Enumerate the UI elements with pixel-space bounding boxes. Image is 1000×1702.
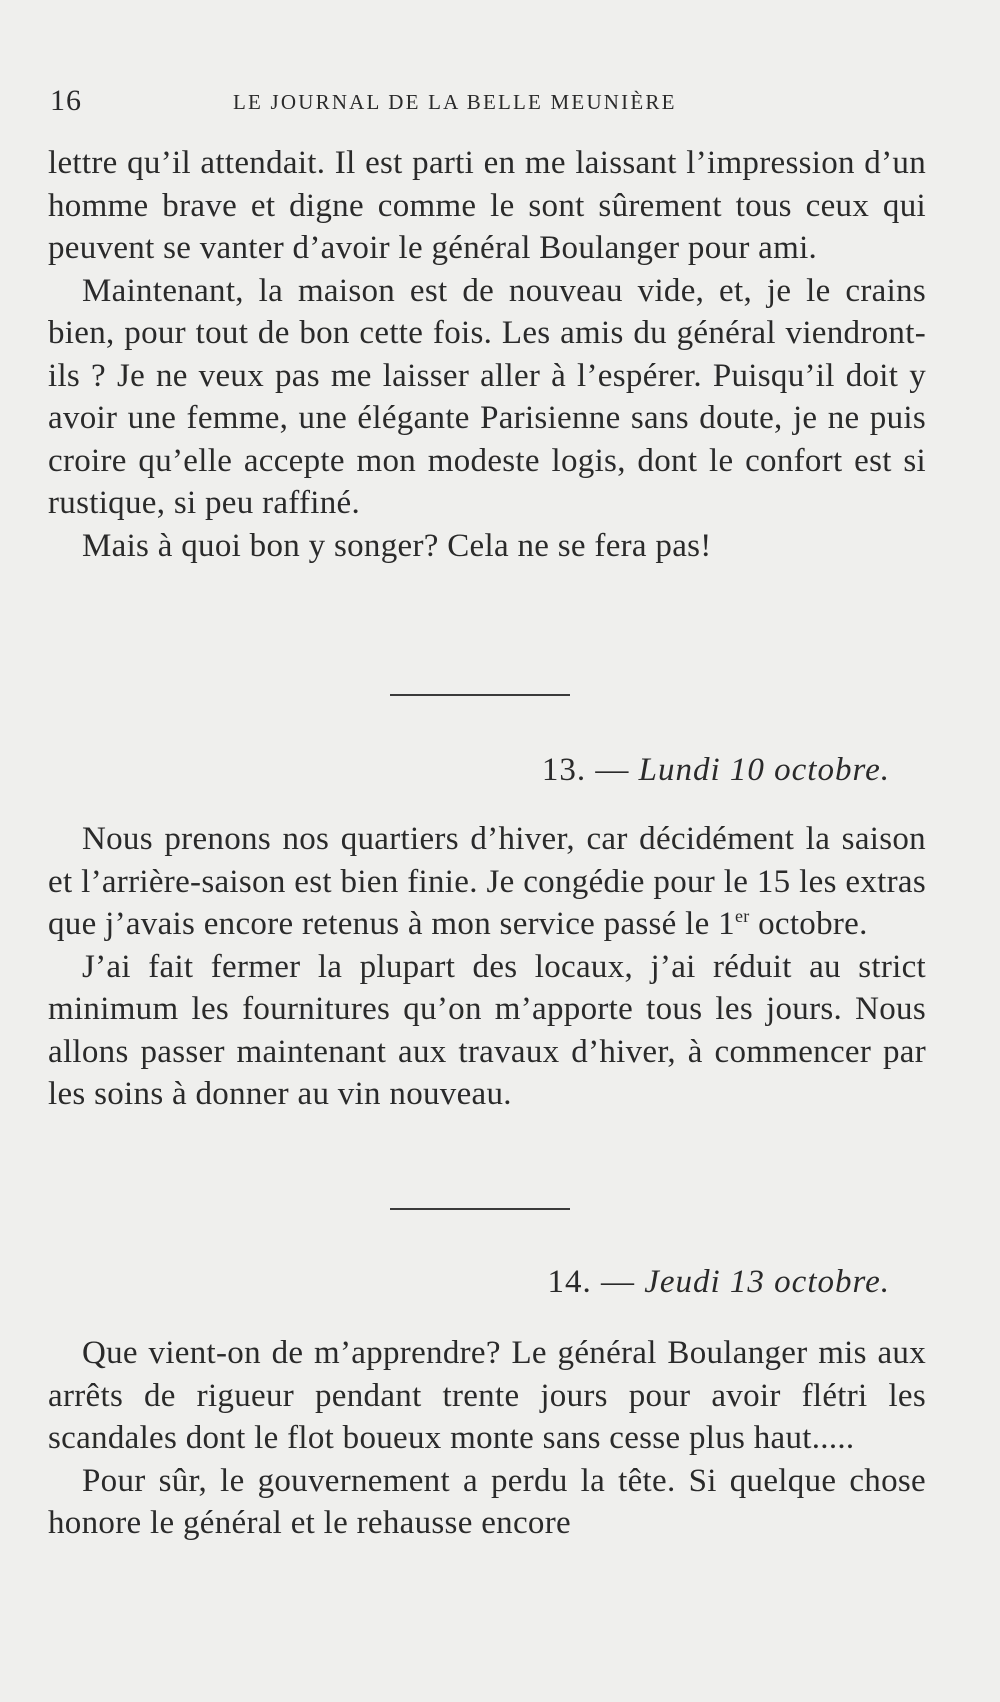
paragraph-quartiers-end: octobre.	[749, 906, 868, 942]
entry-13-text	[48, 818, 926, 1116]
paragraph-quartiers	[48, 818, 926, 946]
paragraph-fermer: J’ai fait fermer la plupart des locaux, j’ai réduit au strict minimum les fournitures qu’on m’apporte tous les jours. Nous allons passer maintenant aux travaux d’hiver, à commencer par les soins à donner au vin nouveau.	[48, 948, 926, 1112]
paragraph-mais: Mais à quoi bon y songer? Cela ne se fera pas!	[82, 527, 712, 564]
entry-heading-13	[542, 752, 890, 789]
paragraph-maintenant: Maintenant, la maison est de nouveau vide, et, je le crains bien, pour tout de bon cette fois. Les amis du général viendront-ils ? Je ne veux pas me laisser aller à l’espérer. Puisqu’il doit y avoir une femme, une élégante Parisienne sans doute, je ne puis croire qu’elle accepte mon modeste logis, dont le confort est si rustique, si peu raffiné.	[48, 272, 926, 521]
section-continued-text	[48, 142, 926, 567]
entry-heading-14	[547, 1264, 890, 1301]
running-head	[50, 84, 938, 120]
page-number: 16	[50, 84, 82, 117]
entry-number: 14. —	[547, 1264, 635, 1300]
entry-date: Jeudi 13 octobre.	[644, 1264, 890, 1300]
paragraph-continued: lettre qu’il attendait. Il est parti en me laissant l’impression d’un homme brave et digne comme le sont sûrement tous ceux qui peuvent se vanter d’avoir le général Boulanger pour ami.	[48, 145, 926, 266]
paragraph-quartiers-text: Nous prenons nos quartiers d’hiver, car décidément la saison et l’arrière-saison est bien finie. Je congédie pour le 15 les extras que j’avais encore retenus à mon service passé le 1	[48, 821, 926, 942]
entry-date: Lundi 10 octobre.	[638, 752, 890, 788]
section-divider-rule	[390, 694, 570, 696]
paragraph-gouvernement: Pour sûr, le gouvernement a perdu la tête. Si quelque chose honore le général et le rehausse encore	[48, 1462, 926, 1541]
entry-14-text	[48, 1332, 926, 1545]
section-divider-rule	[390, 1208, 570, 1210]
running-title: LE JOURNAL DE LA BELLE MEUNIÈRE	[233, 90, 677, 114]
paragraph-apprendre: Que vient-on de m’apprendre? Le général Boulanger mis aux arrêts de rigueur pendant trente jours pour avoir flétri les scandales dont le flot boueux monte sans cesse plus haut.....	[48, 1335, 926, 1456]
superscript-er: er	[734, 906, 750, 926]
entry-number: 13. —	[541, 752, 630, 788]
